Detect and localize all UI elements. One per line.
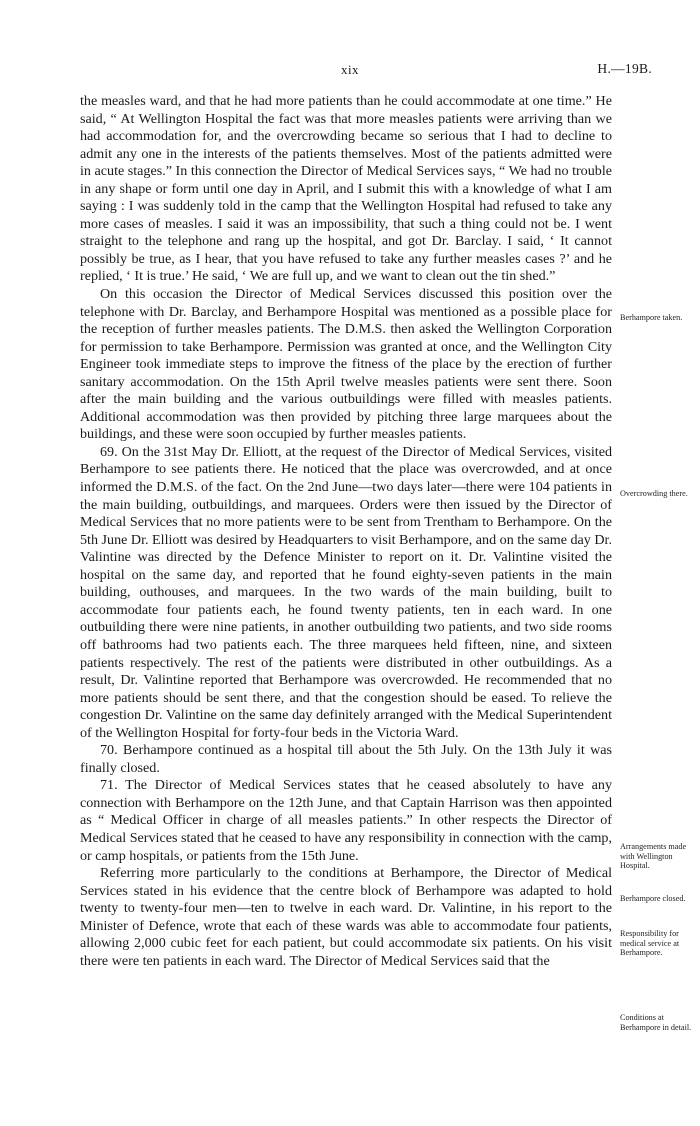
margin-note-overcrowding: Overcrowding there. [620,489,688,498]
paragraph-conditions: Referring more particularly to the conditions at Berhampore, the Director of Medical Services stated in his evidence that the centre block of Berhampore was adapted to hold twenty to twenty-four men—ten to twelve in each ward. Dr. Valintine, in his report to the Minister of Defence, wrote that each of these wards was able to accommodate four patients, allowing 2,000 cubic feet for each patient, but could accommodate six patients. On his visit there were ten patients in each ward. The Director of Medical Services said that the [80,865,612,969]
document-code: H.—19B. [597,61,652,76]
paragraph-berhampore-taken: On this occasion the Director of Medical Services discussed this position over the telephone with Dr. Barclay, and Berhampore Hospital was mentioned as a possible place for the reception of further measles patients. The D.M.S. then asked the Wellington Corporation for permission to take Berhampore. Permission was granted at once, and the Wellington City Engineer took immediate steps to improve the fitness of the place by the erection of further sanitary accommodation. On the 15th April twelve measles patients were sent there. Soon after the main building and the various outbuildings were filled with measles patients. Additional accommodation was then provided by pitching three large marquees about the buildings, and these were soon occupied by further measles patients. [80,286,612,443]
margin-note-berhampore-taken: Berhampore taken. [620,313,683,322]
margin-note-closed: Berhampore closed. [620,894,686,903]
paragraph-measles-ward: the measles ward, and that he had more patients than he could accommodate at one time.” He said, “ At Wellington Hospital the fact was that more measles patients were arriving than we had accommodation for, and the overcrowding became so serious that I had to decline to admit any one in the interests of the patients themselves. Most of the patients admitted were in acute stages.” In this connection the Director of Medical Services says, “ We had no trouble in any shape or form until one day in April, and I submit this with a knowledge of what I am saying : I was suddenly told in the camp that the Wellington Hospital had refused to take any more cases of measles. I said it was an impossibility, that such a thing could not be. I went straight to the telephone and rang up the hospital, and got Dr. Barclay. I said, ‘ It cannot possibly be true, as I hear, that you have refused to take any further measles cases ?’ and he replied, ‘ It is true.’ He said, ‘ We are full up, and we want to clean out the tin shed.” [80,93,612,285]
page-number: xix [340,62,360,77]
paragraph-71: 71. The Director of Medical Services states that he ceased absolutely to have any connection with Berhampore on the 12th June, and that Captain Harrison was then appointed as “ Medical Officer in charge of all measles patients.” In other respects the Director of Medical Services stated that he ceased to have any responsibility in connection with the camp, or camp hospitals, or patients from the 15th June. [80,777,612,864]
margin-note-arrangements: Arrangements made with Wellington Hospital. [620,842,687,871]
paragraph-70: 70. Berhampore continued as a hospital till about the 5th July. On the 13th July it was finally closed. [80,742,612,776]
body-text [80,93,612,970]
margin-note-responsibility: Responsibility for medical service at Berhampore. [620,929,680,958]
paragraph-69: 69. On the 31st May Dr. Elliott, at the request of the Director of Medical Services, visited Berhampore to see patients there. He noticed that the place was overcrowded, and at once informed the D.M.S. of the fact. On the 2nd June—two days later—there were 104 patients in the main building, outbuildings, and marquees. Orders were then issued by the Director of Medical Services that no more patients were to be sent from Trentham to Berhampore. On the 5th June Dr. Elliott was desired by Headquarters to visit Berhampore, and on the same day Dr. Valintine was directed by the Defence Minister to report on it. Dr. Valintine visited the hospital on the same day, and reported that he found eighty-seven patients in the main building, outhouses, and marquees. In the two wards of the main building, built to accommodate four patients each, he found twenty patients, ten in each ward. In one outbuilding there were nine patients, in another outbuilding two patients, and two side rooms off bathrooms had two patients each. The three marquees held fifteen, nine, and sixteen patients respectively. The rest of the patients were distributed in other outbuildings. As a result, Dr. Valintine reported that Berhampore was overcrowded. He recommended that no more patients should be sent there, and that the congestion should be eased. To relieve the congestion Dr. Valintine on the same day definitely arranged with the Medical Superintendent of the Wellington Hospital for forty-four beds in the Victoria Ward. [80,443,612,741]
margin-note-conditions: Conditions at Berhampore in detail. [620,1013,692,1032]
